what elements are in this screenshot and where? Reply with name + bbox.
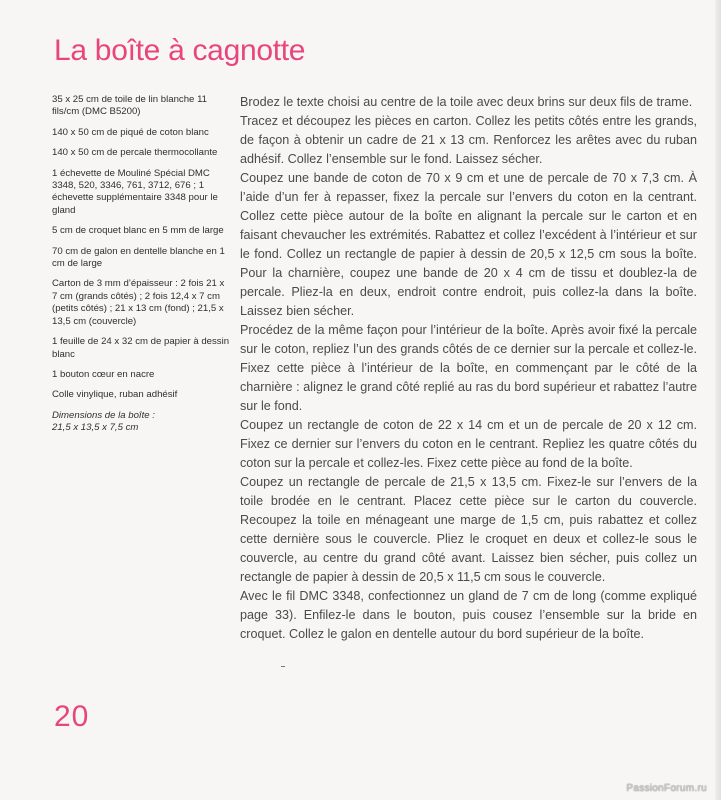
material-item: Carton de 3 mm d’épaisseur : 2 fois 21 x 7 cm (grands côtés) ; 2 fois 12,4 x 7 cm (petits côtés) ; 21 x 13 cm (fond) ; 21,5 x 13,5 cm (couvercle) [52,278,225,327]
material-item: Colle vinylique, ruban adhésif [52,389,178,401]
material-item: 1 échevette de Mouliné Spécial DMC 3348, 520, 3346, 761, 3712, 676 ; 1 échevette supplémentaire 3348 pour le gland [52,167,218,216]
page-number: 20 [54,700,90,733]
instruction-paragraph: Tracez et découpez les pièces en carton. Collez les petits côtés entre les grands, de façon à obtenir un cadre de 21 x 13 cm. Renforcez les arêtes avec du ruban adhésif. Collez l’ensemble sur le fond. Laissez sécher. [240,114,697,166]
materials-list [52,94,232,443]
material-item: 140 x 50 cm de percale thermocollante [52,147,218,159]
material-item: 35 x 25 cm de toile de lin blanche 11 fils/cm (DMC B5200) [52,94,208,118]
box-dimensions [52,410,232,435]
dimensions-label: Dimensions de la boîte : [52,409,155,421]
instruction-paragraph: Brodez le texte choisi au centre de la toile avec deux brins sur deux fils de trame. [240,95,693,109]
dimensions-value: 21,5 x 13,5 x 7,5 cm [52,422,139,434]
instruction-paragraph: Avec le fil DMC 3348, confectionnez un gland de 7 cm de long (comme expliqué page 33). Enfilez-le dans le bouton, puis cousez l’ensemble sur la bride en croquet. Collez le galon en dentelle autour du bord supérieur de la boîte. [240,589,697,641]
watermark: PassionForum.ru [626,783,707,794]
instructions [240,93,697,644]
material-item: 70 cm de galon en dentelle blanche en 1 cm de large [52,245,225,270]
material-item: 1 feuille de 24 x 32 cm de papier à dessin blanc [52,336,230,360]
instruction-paragraph: Coupez une bande de coton de 70 x 9 cm et une de percale de 70 x 7,3 cm. À l’aide d’un fer à repasser, fixez la percale sur l’envers du coton en la centrant. Collez cette pièce autour de la boîte en alignant la percale sur le carton et en faisant chevaucher les extrémités. Rabattez et collez l’excédent à l’intérieur et sur le fond. Collez un rectangle de papier à dessin de 20,5 x 12,5 cm sous la boîte. Pour la charnière, coupez une bande de 20 x 4 cm de tissu et doublez-la de percale. Pliez-la en deux, endroit contre endroit, puis collez-la dans la boîte. Laissez bien sécher. [240,171,697,318]
instruction-paragraph: Coupez un rectangle de percale de 21,5 x 13,5 cm. Fixez-le sur l’envers de la toile brodée en le centrant. Placez cette pièce sur le carton du couvercle. Recoupez la toile en ménageant une marge de 1,5 cm, puis rabattez et collez cette dernière sous le couvercle. Pliez le croquet en deux et collez-le sous le couvercle, au centre du grand côté avant. Laissez bien sécher, puis collez un rectangle de papier à dessin de 20,5 x 11,5 cm sous le couvercle. [240,475,697,584]
page-title: La boîte à cagnotte [54,34,306,67]
material-item: 1 bouton cœur en nacre [52,368,155,380]
material-item: 5 cm de croquet blanc en 5 mm de large [52,225,224,237]
instruction-paragraph: Procédez de la même façon pour l’intérieur de la boîte. Après avoir fixé la percale sur le coton, repliez l’un des grands côtés de ce dernier sur la percale et collez-le. Fixez cette pièce à l’intérieur de la boîte, en commençant par le côté de la charnière : alignez le grand côté replié au ras du bord supérieur et rabattez l’autre sur le fond. [240,323,697,413]
instruction-paragraph: Coupez un rectangle de coton de 22 x 14 cm et un de percale de 20 x 12 cm. Fixez ce dernier sur l’envers du coton en le centrant. Repliez les quatre côtés du coton sur la percale et collez-les. Fixez cette pièce au fond de la boîte. [240,418,697,470]
page-edge [715,0,721,800]
decorative-dash [281,666,285,667]
material-item: 140 x 50 cm de piqué de coton blanc [52,126,209,138]
